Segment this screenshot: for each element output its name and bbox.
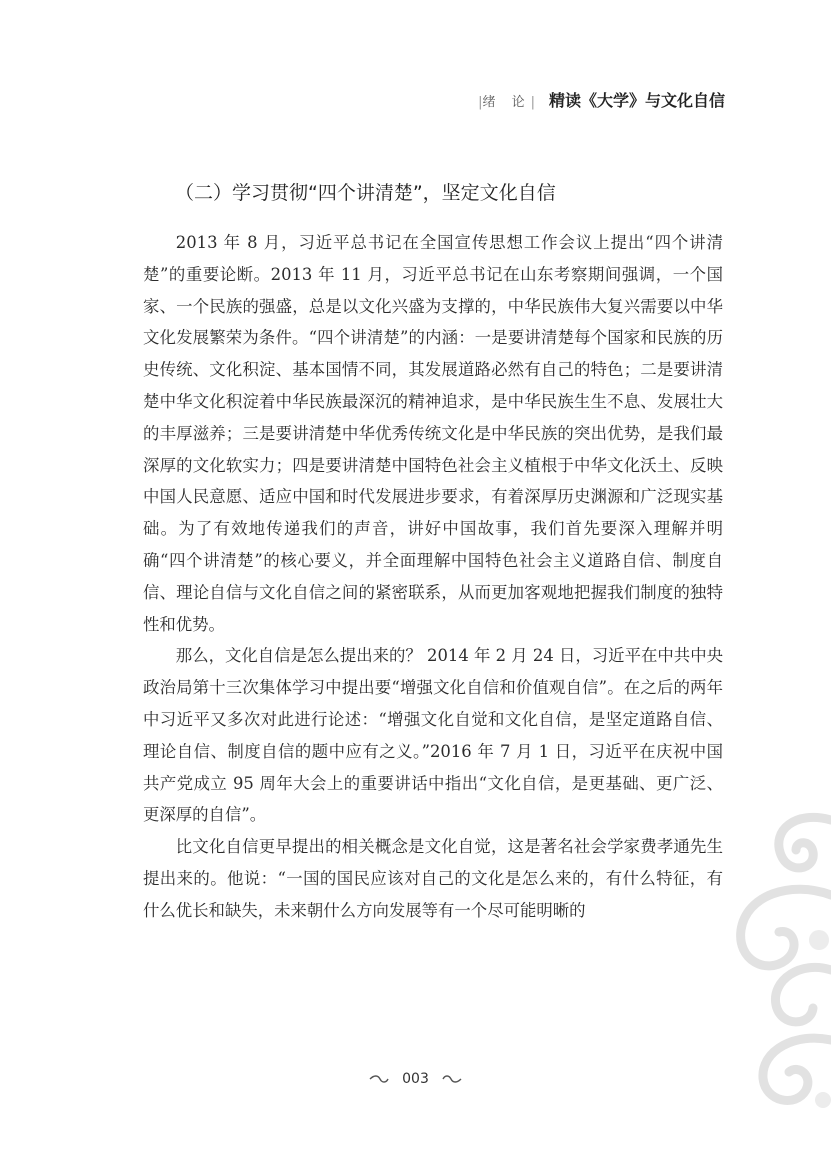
right-ornament-icon bbox=[441, 1074, 463, 1084]
paragraph-2: 那么，文化自信是怎么提出来的？ 2014 年 2 月 24 日，习近平在中共中央政治局第十三次集体学习中提出要“增强文化自信和价值观自信”。在之后的两年中习近平又多次对此进行论述：“增强文化自觉和文化自信，是坚定道路自信、理论自信、制度自信的题中应有之义。”2016 年 7 月 1 日，习近平在庆祝中国共产党成立 95 周年大会上的重要讲话中指出“文化自信，是更基础、更广泛、更深厚的自信”。 bbox=[143, 646, 723, 825]
page-number: 003 bbox=[402, 1071, 429, 1087]
left-ornament-icon bbox=[368, 1074, 390, 1084]
paragraph-1: 2013 年 8 月，习近平总书记在全国宣传思想工作会议上提出“四个讲清楚”的重要论断。2013 年 11 月，习近平总书记在山东考察期间强调，一个国家、一个民族的强盛，总是以文化兴盛为支撑的，中华民族伟大复兴需要以中华文化发展繁荣为条件。“四个讲清楚”的内涵：一是要讲清楚每个国家和民族的历史传统、文化积淀、基本国情不同，其发展道路必然有自己的特色；二是要讲清楚中华文化积淀着中华民族最深沉的精神追求，是中华民族生生不息、发展壮大的丰厚滋养；三是要讲清楚中华优秀传统文化是中华民族的突出优势，是我们最深厚的文化软实力；四是要讲清楚中国特色社会主义植根于中华文化沃土、反映中国人民意愿、适应中国和时代发展进步要求，有着深厚历史渊源和广泛现实基础。为了有效地传递我们的声音，讲好中国故事，我们首先要深入理解并明确“四个讲清楚”的核心要义，并全面理解中国特色社会主义道路自信、制度自信、理论自信与文化自信之间的紧密联系，从而更加客观地把握我们制度的独特性和优势。 bbox=[143, 233, 723, 634]
header-book-title: 精读《大学》与文化自信 bbox=[548, 91, 725, 110]
header-chapter-text: 绪 论 bbox=[482, 95, 531, 110]
running-header bbox=[478, 88, 725, 111]
header-chapter-label: |绪 论| bbox=[478, 95, 535, 110]
paragraph-3: 比文化自信更早提出的相关概念是文化自觉，这是著名社会学家费孝通先生提出来的。他说：“一国的国民应该对自己的文化是怎么来的，有什么特征，有什么优长和缺失，未来朝什么方向发展等有一个尽可能明晰的 bbox=[143, 837, 723, 920]
page-footer bbox=[0, 1071, 831, 1087]
section-heading: （二）学习贯彻“四个讲清楚”，坚定文化自信 bbox=[175, 182, 556, 204]
body-text bbox=[143, 227, 723, 927]
